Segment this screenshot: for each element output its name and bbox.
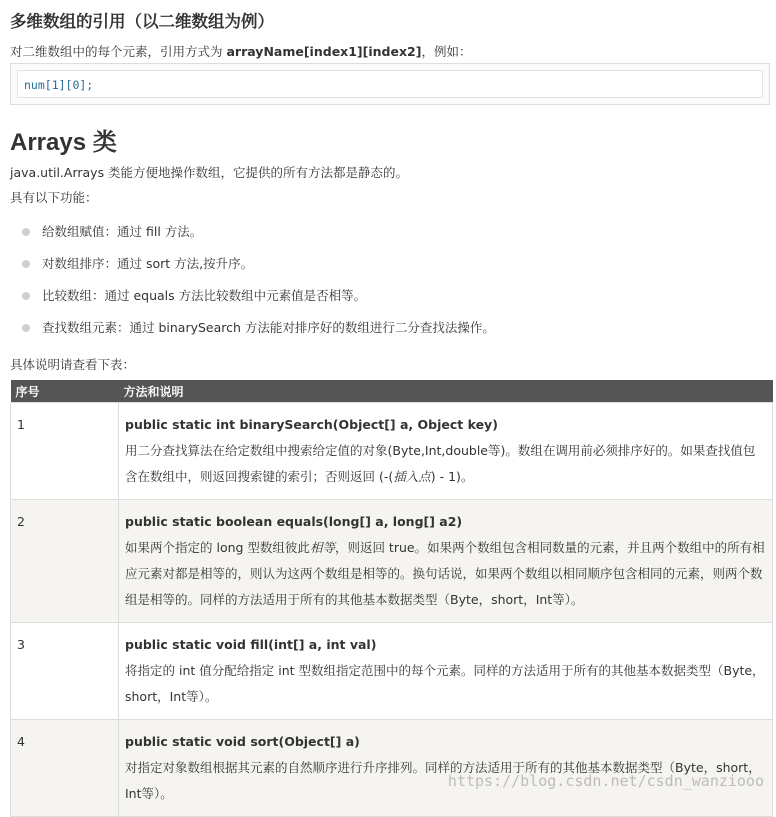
method-desc-em: 相等 xyxy=(309,540,335,555)
feature-list xyxy=(20,224,495,352)
list-item xyxy=(20,256,495,288)
table-row xyxy=(11,403,773,500)
row-number: 2 xyxy=(11,500,119,623)
method-desc-b: ) - 1)。 xyxy=(430,469,474,484)
intro-bold-syntax: arrayName[index1][index2] xyxy=(226,44,422,59)
method-signature: public static boolean equals(long[] a, long[] a2) xyxy=(125,514,463,529)
intro-suffix: ，例如： xyxy=(421,44,472,59)
code-snippet: num[1][0]; xyxy=(24,78,94,92)
method-desc-em: 插入点 xyxy=(393,469,431,484)
bullet-icon xyxy=(22,292,30,300)
methods-table xyxy=(10,380,773,817)
code-block-inner xyxy=(17,70,763,98)
method-signature: public static void fill(int[] a, int val) xyxy=(125,637,377,652)
table-row xyxy=(11,720,773,817)
table-row xyxy=(11,623,773,720)
row-number: 3 xyxy=(11,623,119,720)
code-block xyxy=(10,63,770,105)
section-heading-multidim-array: 多维数组的引用（以二维数组为例） xyxy=(10,12,274,31)
row-description xyxy=(119,720,773,817)
table-row xyxy=(11,500,773,623)
row-description xyxy=(119,623,773,720)
method-desc-a: 对指定对象数组根据其元素的自然顺序进行升序排列。同样的方法适用于所有的其他基本数据类型（Byte，short，Int等）。 xyxy=(125,760,761,801)
method-desc-a: 用二分查找算法在给定数组中搜索给定值的对象(Byte,Int,double等)。数组在调用前必须排序好的。如果查找值包含在数组中，则返回搜索键的索引；否则返回 (-( xyxy=(125,443,756,484)
method-desc-a: 将指定的 int 值分配给指定 int 型数组指定范围中的每个元素。同样的方法适用于所有的其他基本数据类型（Byte，short，Int等）。 xyxy=(125,663,765,704)
feature-text: 对数组排序：通过 sort 方法,按升序。 xyxy=(42,256,254,271)
list-item xyxy=(20,224,495,256)
row-description xyxy=(119,403,773,500)
method-signature: public static int binarySearch(Object[] a, Object key) xyxy=(125,417,498,432)
method-signature: public static void sort(Object[] a) xyxy=(125,734,360,749)
header-method: 方法和说明 xyxy=(119,380,773,403)
intro-prefix: 对二维数组中的每个元素，引用方式为 xyxy=(10,44,227,59)
list-item xyxy=(20,320,495,352)
list-item xyxy=(20,288,495,320)
feature-text: 查找数组元素：通过 binarySearch 方法能对排序好的数组进行二分查找法操作。 xyxy=(42,320,495,335)
method-desc-a: 如果两个指定的 long 型数组彼此 xyxy=(125,540,310,555)
table-header-row xyxy=(11,380,773,403)
features-intro-paragraph: 具有以下功能： xyxy=(10,190,98,205)
method-desc-b: ，则返回 true。如果两个数组包含相同数量的元素，并且两个数组中的所有相应元素对都是相等的，则认为这两个数组是相等的。换句话说，如果两个数组以相同顺序包含相同的元素，则两个数组是相等的。同样的方法适用于所有的其他基本数据类型（Byte，short，Int等）。 xyxy=(125,540,765,607)
row-description xyxy=(119,500,773,623)
bullet-icon xyxy=(22,324,30,332)
feature-text: 给数组赋值：通过 fill 方法。 xyxy=(42,224,203,239)
bullet-icon xyxy=(22,228,30,236)
watermark-url: https://blog.csdn.net/csdn_wanziooo xyxy=(447,772,764,790)
header-number: 序号 xyxy=(11,380,119,403)
row-number: 4 xyxy=(11,720,119,817)
multidim-intro-paragraph xyxy=(10,42,471,60)
bullet-icon xyxy=(22,260,30,268)
section-heading-arrays-class: Arrays 类 xyxy=(10,129,117,156)
table-intro-paragraph: 具体说明请查看下表： xyxy=(10,357,136,372)
feature-text: 比较数组：通过 equals 方法比较数组中元素值是否相等。 xyxy=(42,288,367,303)
arrays-intro-paragraph: java.util.Arrays 类能方便地操作数组，它提供的所有方法都是静态的。 xyxy=(10,165,409,180)
row-number: 1 xyxy=(11,403,119,500)
